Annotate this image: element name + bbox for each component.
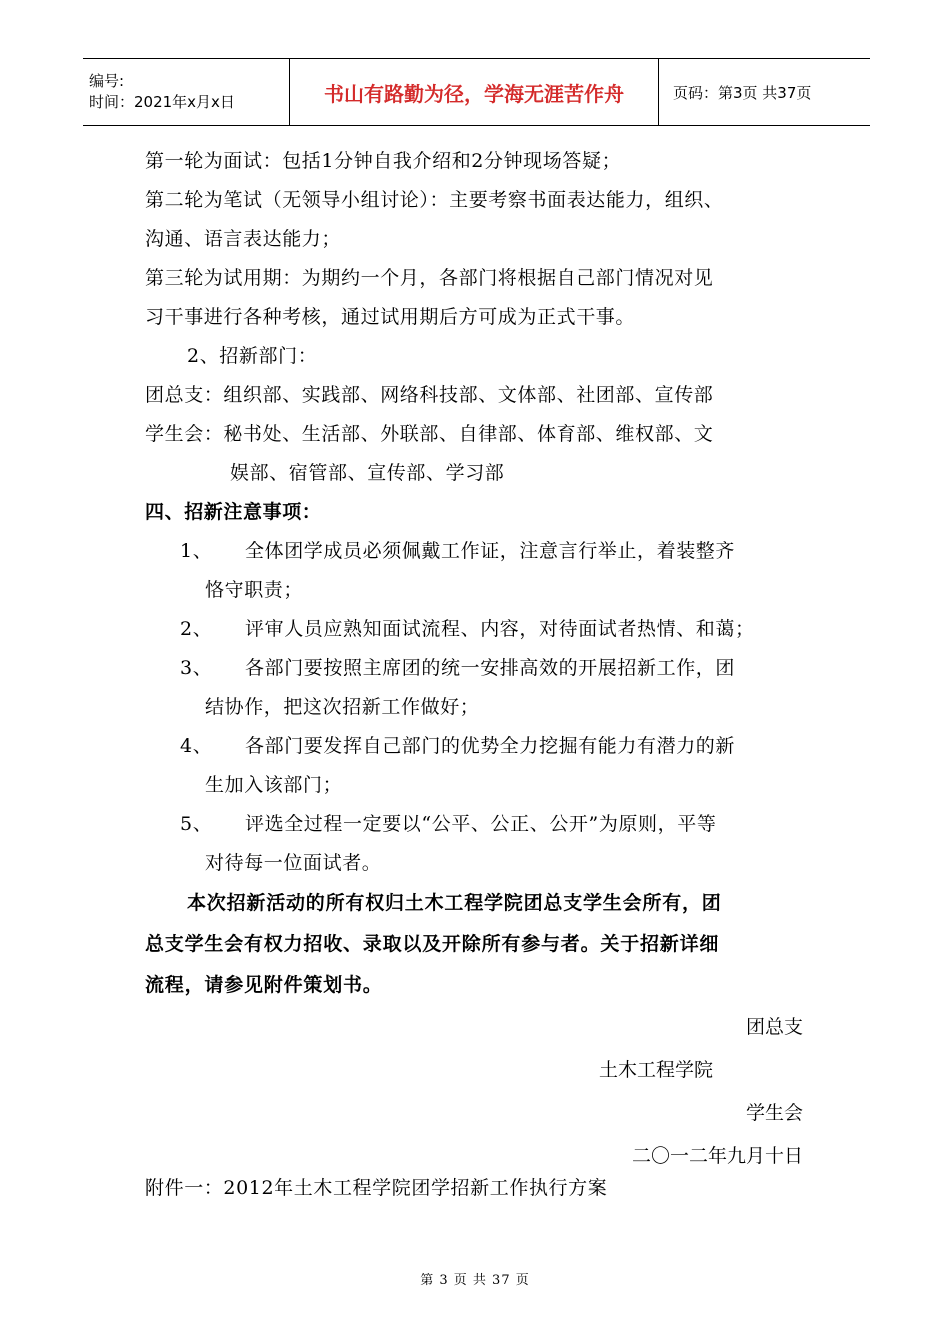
round1-text: 第一轮为面试：包括1分钟自我介绍和2分钟现场答疑； [145, 150, 622, 172]
list-item [145, 532, 825, 610]
signature-league-branch: 团总支 [745, 1016, 803, 1038]
section4-title: 四、招新注意事项： [145, 501, 322, 523]
item-text: 评选全过程一定要以“公平、公正、公开”为原则，平等 [245, 813, 717, 835]
notice-list [145, 532, 825, 883]
item-number: 4、 [180, 735, 213, 757]
page-header [83, 58, 870, 126]
signature-block [145, 1006, 825, 1178]
item-number: 1、 [180, 540, 213, 562]
page-footer: 第 3 页 共 37 页 [420, 1273, 530, 1288]
signature-date: 二〇一二年九月十日 [631, 1145, 803, 1167]
list-item [145, 610, 825, 649]
header-number-label: 编号: [89, 72, 125, 90]
header-meta [83, 59, 289, 125]
item-text: 各部门要按照主席团的统一安排高效的开展招新工作，团 [245, 657, 736, 679]
attachment-title: 附件一：2012年土木工程学院团学招新工作执行方案 [145, 1177, 608, 1199]
ownership-text-1: 本次招新活动的所有权归土木工程学院团总支学生会所有，团 [187, 892, 722, 914]
header-motto [289, 59, 659, 125]
student-union-depts-1: 学生会：秘书处、生活部、外联部、自律部、体育部、维权部、文 [145, 423, 714, 445]
list-item [145, 727, 825, 805]
item-text-cont: 结协作，把这次招新工作做好； [205, 696, 480, 718]
item-number: 5、 [180, 813, 213, 835]
signature-student-union: 学生会 [745, 1102, 803, 1124]
item-number: 3、 [180, 657, 213, 679]
item-text: 各部门要发挥自己部门的优势全力挖掘有能力有潜力的新 [245, 735, 736, 757]
header-time-label: 时间：2021年x月x日 [89, 93, 235, 111]
round3-text-1: 第三轮为试用期：为期约一个月，各部门将根据自己部门情况对见 [145, 267, 714, 289]
item-text: 评审人员应熟知面试流程、内容，对待面试者热情、和蔼； [245, 618, 755, 640]
item-text-cont: 恪守职责； [205, 579, 304, 601]
header-page-info [659, 59, 870, 125]
round2-text-2: 沟通、语言表达能力； [145, 228, 342, 250]
item-number: 2、 [180, 618, 213, 640]
header-page-label: 页码：第3页 共37页 [673, 83, 812, 102]
ownership-text-3: 流程，请参见附件策划书。 [145, 974, 383, 996]
document-body [145, 142, 825, 1178]
student-union-depts-2: 娱部、宿管部、宣传部、学习部 [230, 462, 505, 484]
item-text: 全体团学成员必须佩戴工作证，注意言行举止，着装整齐 [245, 540, 736, 562]
list-item [145, 649, 825, 727]
league-branch-depts: 团总支：组织部、实践部、网络科技部、文体部、社团部、宣传部 [145, 384, 714, 406]
item-text-cont: 对待每一位面试者。 [205, 852, 382, 874]
section2-title: 2、招新部门： [187, 345, 318, 367]
round3-text-2: 习干事进行各种考核，通过试用期后方可成为正式干事。 [145, 306, 636, 328]
ownership-text-2: 总支学生会有权力招收、录取以及开除所有参与者。关于招新详细 [145, 933, 720, 955]
item-text-cont: 生加入该部门； [205, 774, 343, 796]
round2-text-1: 第二轮为笔试（无领导小组讨论）：主要考察书面表达能力，组织、 [145, 189, 724, 211]
header-motto-text: 书山有路勤为径，学海无涯苦作舟 [324, 81, 624, 106]
signature-college: 土木工程学院 [598, 1059, 713, 1081]
list-item [145, 805, 825, 883]
